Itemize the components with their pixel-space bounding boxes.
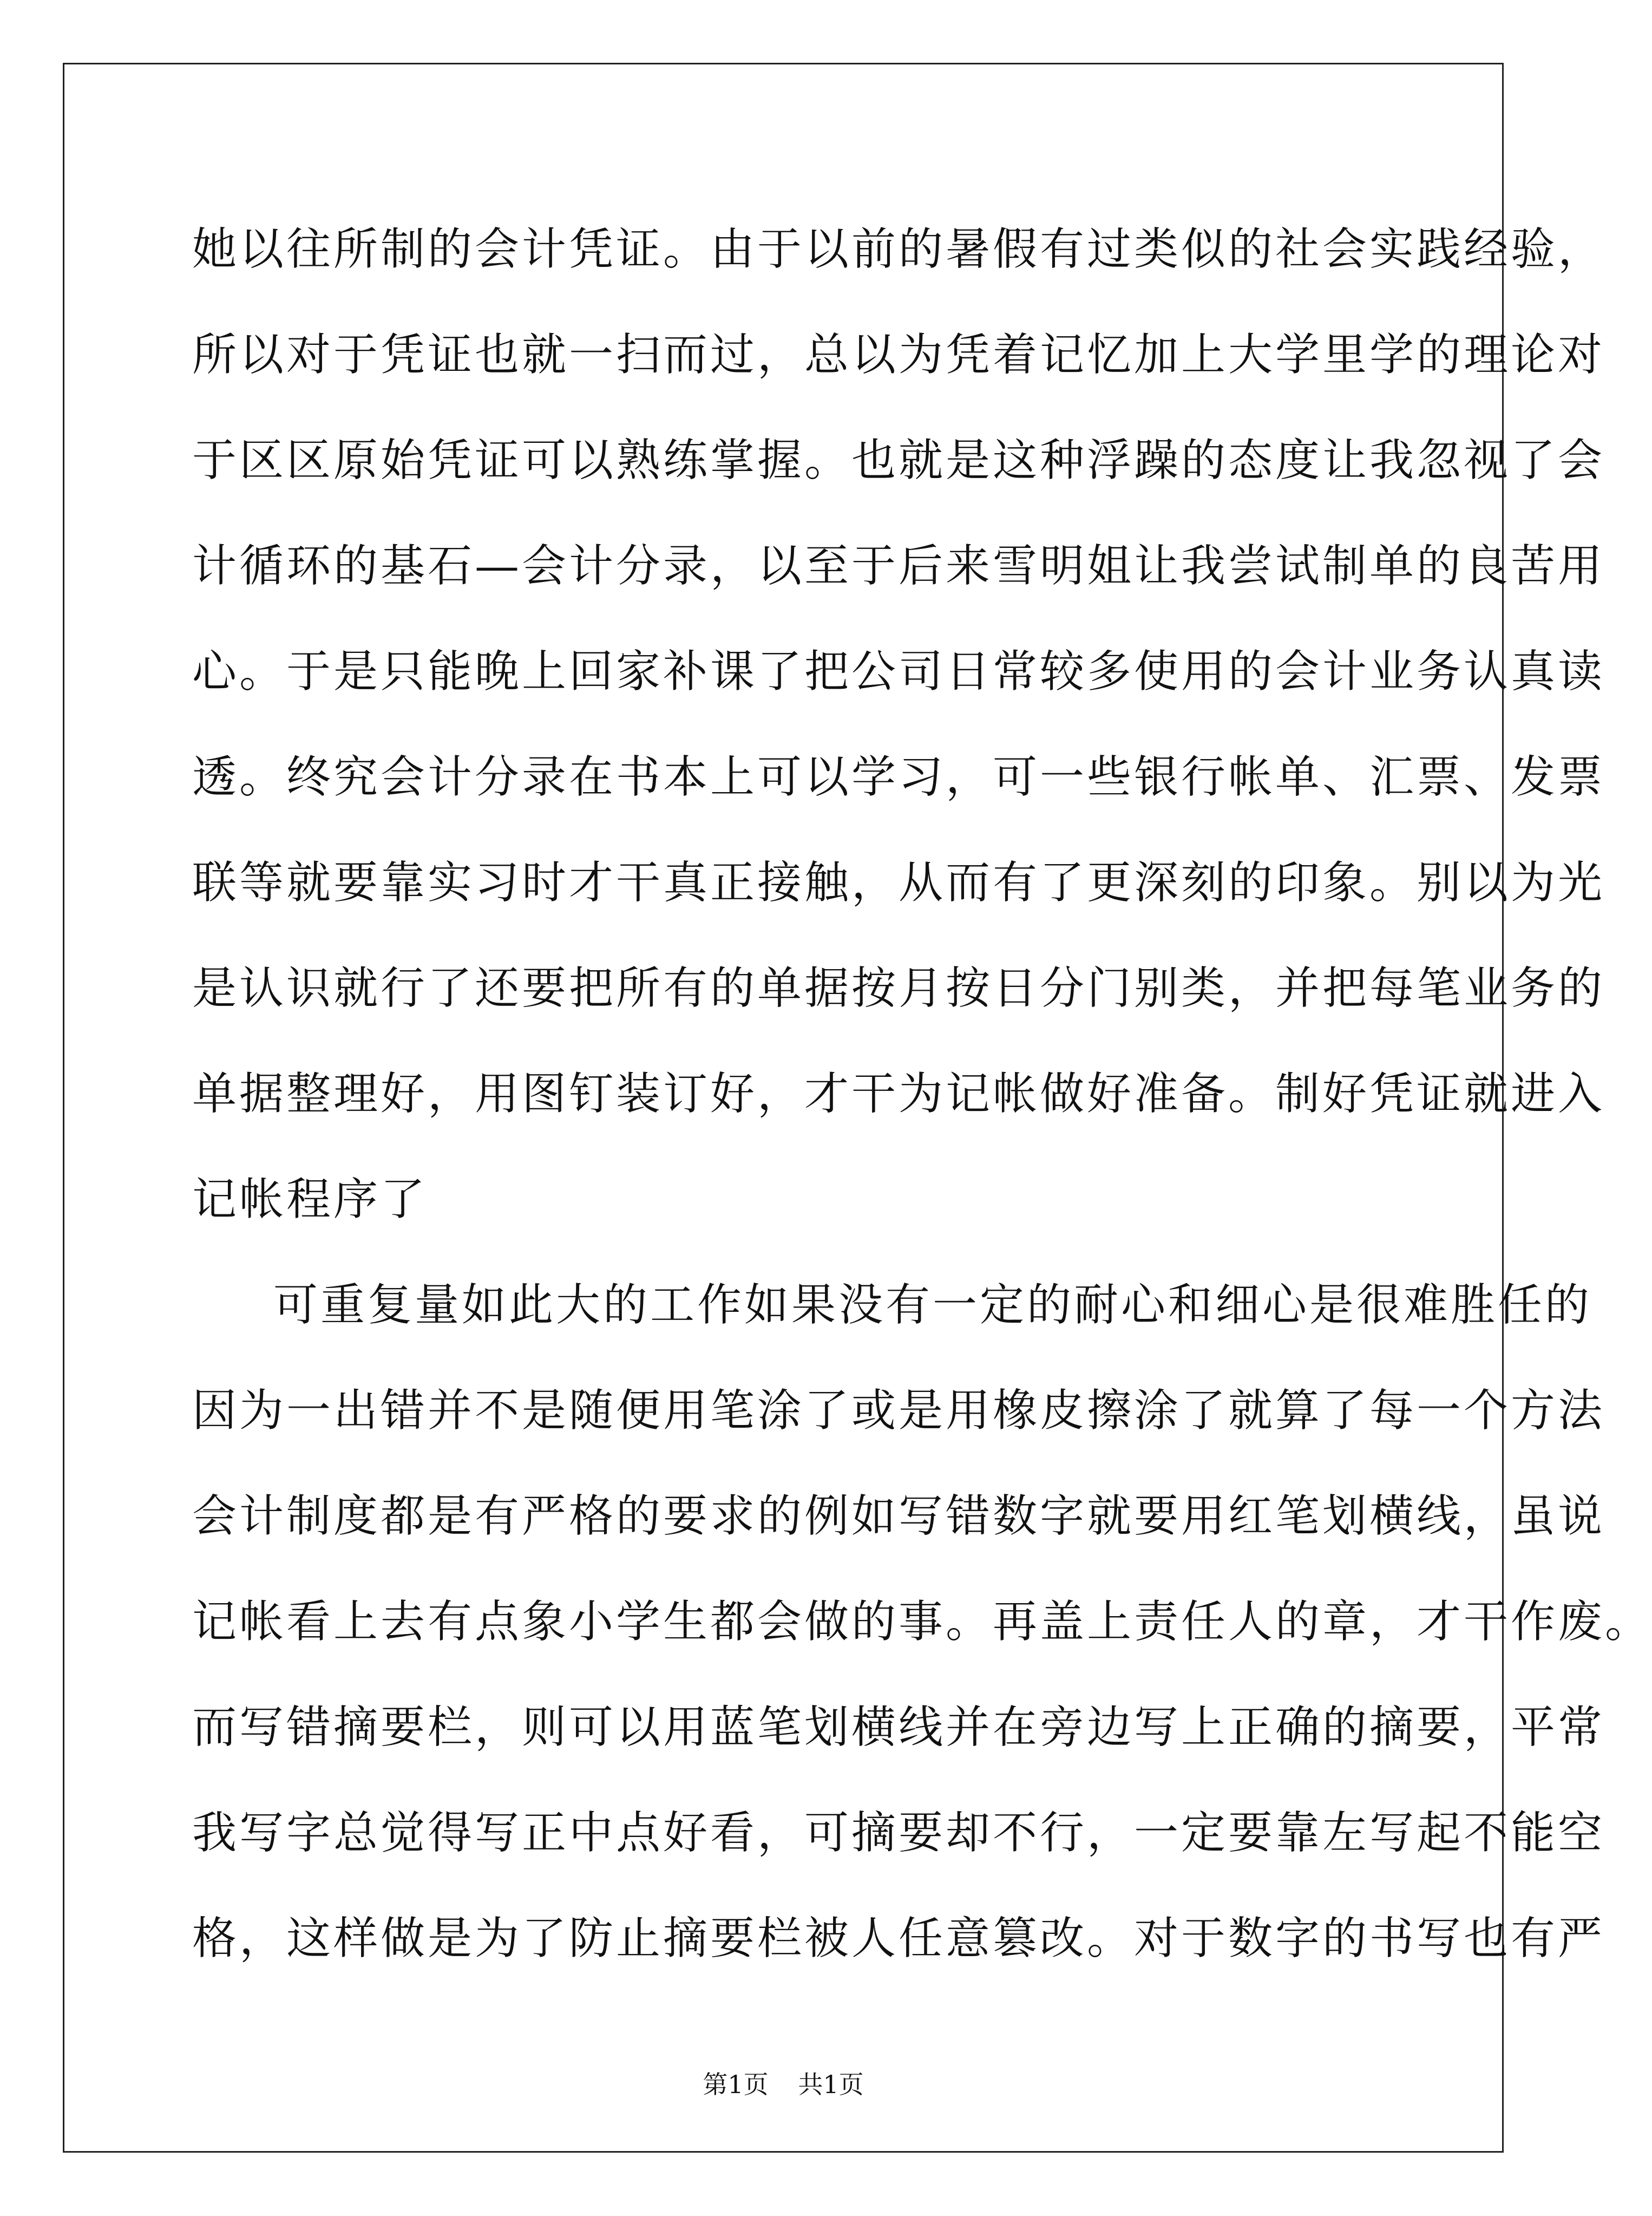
page-total: 共1页 — [798, 2070, 864, 2099]
text-line: 而写错摘要栏，则可以用蓝笔划横线并在旁边写上正确的摘要，平常 — [192, 1702, 1605, 1753]
text-line: 我写字总觉得写正中点好看，可摘要却不行，一定要靠左写起不能空 — [192, 1807, 1605, 1859]
text-line: 联等就要靠实习时才干真正接触，从而有了更深刻的印象。别以为光 — [192, 857, 1605, 908]
text-line: 因为一出错并不是随便用笔涂了或是用橡皮擦涂了就算了每一个方法 — [192, 1385, 1605, 1436]
text-line: 单据整理好，用图钉装订好，才干为记帐做好准备。制好凭证就进入 — [192, 1068, 1605, 1120]
text-line: 记帐看上去有点象小学生都会做的事。再盖上责任人的章，才干作废。 — [192, 1596, 1652, 1648]
text-line: 计循环的基石—会计分录，以至于后来雪明姐让我尝试制单的良苦用 — [192, 540, 1605, 592]
text-line: 格，这样做是为了防止摘要栏被人任意篡改。对于数字的书写也有严 — [192, 1913, 1605, 1964]
text-line: 所以对于凭证也就一扫而过，总以为凭着记忆加上大学里学的理论对 — [192, 329, 1605, 381]
text-line: 会计制度都是有严格的要求的例如写错数字就要用红笔划横线，虽说 — [192, 1491, 1605, 1542]
page-number: 第1页 — [703, 2070, 769, 2099]
text-line: 是认识就行了还要把所有的单据按月按日分门别类，并把每笔业务的 — [192, 963, 1605, 1014]
text-line: 心。于是只能晚上回家补课了把公司日常较多使用的会计业务认真读 — [192, 646, 1605, 697]
text-line: 记帐程序了 — [192, 1174, 428, 1225]
page-footer — [0, 2068, 1566, 2101]
text-line: 于区区原始凭证可以熟练掌握。也就是这种浮躁的态度让我忽视了会 — [192, 435, 1605, 486]
body-text — [192, 197, 1652, 1991]
text-line: 她以往所制的会计凭证。由于以前的暑假有过类似的社会实践经验， — [192, 224, 1605, 275]
paragraph-start-line: 可重复量如此大的工作如果没有一定的耐心和细心是很难胜任的 — [273, 1279, 1592, 1331]
text-line: 透。终究会计分录在书本上可以学习，可一些银行帐单、汇票、发票 — [192, 751, 1605, 803]
